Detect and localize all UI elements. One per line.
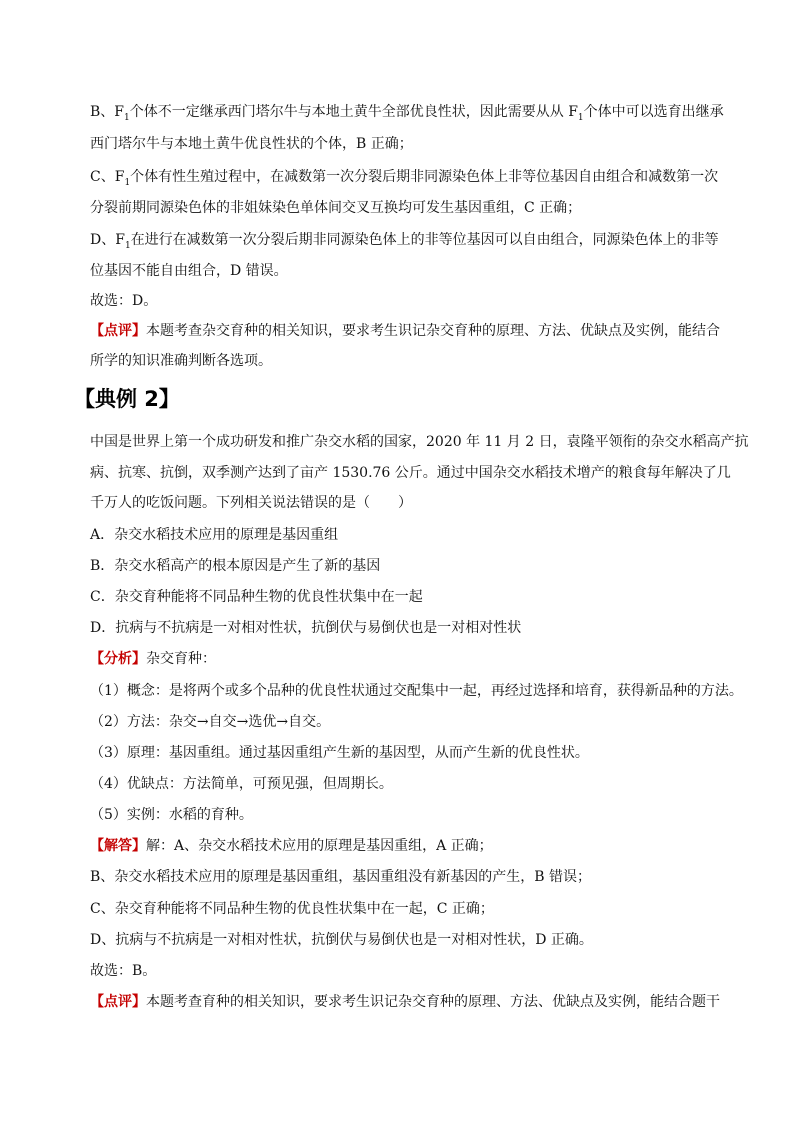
subscript: 1 bbox=[577, 112, 584, 123]
example-heading: 【典例 2】 bbox=[74, 387, 180, 411]
text-line: 故选：D。 bbox=[90, 293, 158, 309]
answer-text: 解：A、杂交水稻技术应用的原理是基因重组，A 正确； bbox=[146, 838, 493, 854]
line-text: 个体不一定继承西门塔尔牛与本地土黄牛全部优良性状，因此需要从从 F bbox=[129, 104, 578, 120]
text-line: 分裂前期同源染色体的非姐妹染色单体间交叉互换均可发生基因重组，C 正确； bbox=[90, 200, 582, 216]
option-b: B．杂交水稻高产的根本原因是产生了新的基因 bbox=[90, 558, 381, 574]
answer-line bbox=[90, 835, 730, 857]
option-a: A．杂交水稻技术应用的原理是基因重组 bbox=[90, 527, 339, 543]
analysis-label: 【分析】 bbox=[90, 651, 146, 667]
analysis-point: （3）原理：基因重组。通过基因重组产生新的基因型，从而产生新的优良性状。 bbox=[90, 745, 589, 761]
subscript: 1 bbox=[124, 177, 131, 188]
comment-line bbox=[90, 991, 730, 1013]
answer-line: 故选：B。 bbox=[90, 963, 157, 979]
analysis-point: （4）优缺点：方法简单，可预见强，但周期长。 bbox=[90, 776, 393, 792]
text-line: 所学的知识准确判断各选项。 bbox=[90, 353, 272, 369]
subscript: 1 bbox=[124, 240, 131, 251]
line-text: D、F bbox=[90, 232, 125, 248]
analysis-line bbox=[90, 648, 730, 670]
text-line bbox=[90, 320, 730, 342]
text-line bbox=[90, 229, 730, 251]
analysis-title: 杂交育种： bbox=[146, 651, 216, 667]
analysis-point: （1）概念：是将两个或多个品种的优良性状通过交配集中一起，再经过选择和培育，获得新品种的方法。 bbox=[90, 683, 743, 699]
analysis-point: （5）实例：水稻的育种。 bbox=[90, 807, 253, 823]
answer-line: B、杂交水稻技术应用的原理是基因重组，基因重组没有新基因的产生，B 错误； bbox=[90, 869, 592, 885]
text-line bbox=[90, 166, 730, 188]
answer-line: C、杂交育种能将不同品种生物的优良性状集中在一起，C 正确； bbox=[90, 901, 494, 917]
line-text: 在进行在减数第一次分裂后期非同源染色体上的非等位基因可以自由组合，同源染色体上的非等 bbox=[130, 232, 719, 248]
option-c: C．杂交育种能将不同品种生物的优良性状集中在一起 bbox=[90, 589, 423, 605]
question-line: 千万人的吃饭问题。下列相关说法错误的是（ ） bbox=[90, 495, 412, 511]
comment-label: 【点评】 bbox=[90, 994, 146, 1010]
line-text: B、F bbox=[90, 104, 125, 120]
question-line: 病、抗寒、抗倒，双季测产达到了亩产 1530.76 公斤。通过中国杂交水稻技术增产的粮食每年解决了几 bbox=[90, 465, 731, 481]
question-line: 中国是世界上第一个成功研发和推广杂交水稻的国家，2020 年 11 月 2 日，袁隆平领衔的杂交水稻高产抗 bbox=[90, 434, 749, 450]
line-text: 个体有性生殖过程中，在减数第一次分裂后期非同源染色体上非等位基因自由组合和减数第一次 bbox=[130, 169, 719, 185]
option-d: D．抗病与不抗病是一对相对性状，抗倒伏与易倒伏也是一对相对性状 bbox=[90, 620, 522, 636]
line-text: 个体中可以选育出继承 bbox=[583, 104, 724, 120]
line-text: C、F bbox=[90, 169, 125, 185]
answer-label: 【解答】 bbox=[90, 838, 146, 854]
answer-line: D、抗病与不抗病是一对相对性状，抗倒伏与易倒伏也是一对相对性状，D 正确。 bbox=[90, 932, 593, 948]
comment-label: 【点评】 bbox=[90, 323, 146, 339]
subscript: 1 bbox=[124, 112, 130, 123]
comment-text: 本题考查杂交育种的相关知识，要求考生识记杂交育种的原理、方法、优缺点及实例，能结合 bbox=[146, 323, 720, 339]
comment-text: 本题考查育种的相关知识，要求考生识记杂交育种的原理、方法、优缺点及实例，能结合题干 bbox=[146, 994, 720, 1010]
text-line: 位基因不能自由组合，D 错误。 bbox=[90, 263, 288, 279]
text-line: 西门塔尔牛与本地土黄牛优良性状的个体，B 正确； bbox=[90, 136, 413, 152]
analysis-point: （2）方法：杂交→自交→选优→自交。 bbox=[90, 714, 331, 730]
text-line bbox=[90, 101, 730, 123]
